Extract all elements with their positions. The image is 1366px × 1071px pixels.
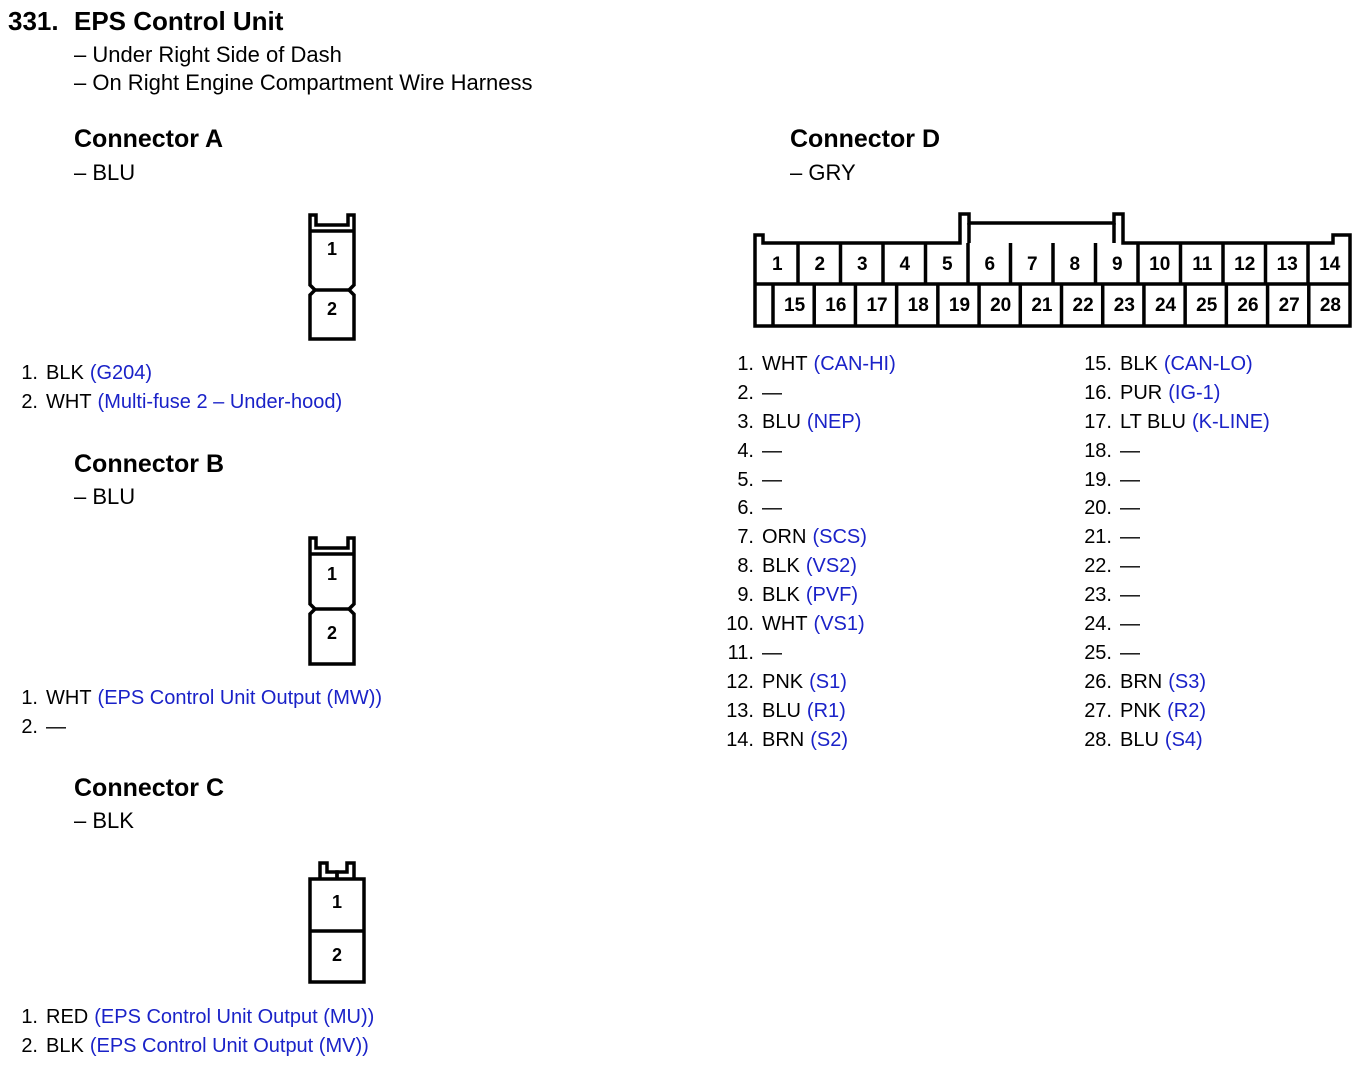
pin-number: 28. bbox=[1084, 728, 1112, 751]
d-cavity-23: 23 bbox=[1113, 295, 1135, 316]
connector-c-cavity-2: 2 bbox=[331, 945, 343, 965]
pin-number: 6. bbox=[737, 497, 754, 520]
d-cavity-2: 2 bbox=[814, 254, 826, 275]
pin-row bbox=[1078, 466, 1270, 495]
pin-number: 25. bbox=[1084, 641, 1112, 664]
wire-color: WHT bbox=[46, 390, 92, 413]
circuit-name: (CAN-LO) bbox=[1163, 353, 1253, 375]
pin-row bbox=[1078, 726, 1270, 755]
pin-number: 3. bbox=[737, 410, 754, 433]
circuit-name: (PVF) bbox=[805, 584, 859, 607]
d-cavity-4: 4 bbox=[899, 254, 911, 275]
d-cavity-25: 25 bbox=[1196, 295, 1218, 316]
pin-number: 1. bbox=[21, 362, 38, 384]
pin-row bbox=[720, 523, 896, 552]
pin-row bbox=[720, 726, 896, 755]
connector-a-title: Connector A bbox=[74, 125, 224, 153]
pin-row bbox=[720, 668, 896, 697]
wire-color: — bbox=[762, 381, 782, 404]
connector-b-cavity-2: 2 bbox=[326, 623, 338, 643]
pin-row bbox=[14, 359, 342, 388]
wire-color: — bbox=[762, 439, 782, 462]
wire-color: WHT bbox=[46, 687, 92, 709]
d-cavity-6: 6 bbox=[984, 254, 996, 275]
pin-number: 1. bbox=[21, 687, 38, 709]
wire-color: RED bbox=[46, 1006, 89, 1028]
connector-b-color: – BLU bbox=[74, 484, 136, 509]
pin-row bbox=[1078, 610, 1270, 639]
connector-a-cavity-2: 2 bbox=[326, 299, 338, 319]
circuit-name: (EPS Control Unit Output (MV)) bbox=[89, 1034, 369, 1057]
pin-number: 1. bbox=[21, 1006, 38, 1028]
wire-color: — bbox=[762, 497, 782, 520]
pin-row bbox=[14, 713, 382, 742]
circuit-name: (R2) bbox=[1167, 699, 1207, 722]
connector-c-pin-list bbox=[14, 1003, 374, 1061]
pin-row bbox=[720, 610, 896, 639]
circuit-name: (S2) bbox=[810, 728, 849, 751]
pin-number: 1. bbox=[737, 353, 754, 375]
circuit-name: (S3) bbox=[1168, 670, 1207, 693]
connector-c-face bbox=[300, 855, 375, 990]
pin-row bbox=[1078, 494, 1270, 523]
pin-number: 13. bbox=[726, 699, 754, 722]
circuit-name: (R1) bbox=[806, 699, 846, 722]
circuit-name: (Multi-fuse 2 – Under-hood) bbox=[97, 390, 343, 413]
pin-row bbox=[1078, 350, 1270, 379]
wire-color: BLK bbox=[1120, 353, 1158, 375]
connector-d-color: – GRY bbox=[790, 160, 856, 185]
connector-a-color: – BLU bbox=[74, 160, 136, 185]
pin-number: 24. bbox=[1084, 613, 1112, 636]
pin-number: 8. bbox=[737, 555, 754, 578]
pin-row bbox=[720, 552, 896, 581]
d-cavity-22: 22 bbox=[1072, 295, 1094, 316]
d-cavity-27: 27 bbox=[1278, 295, 1300, 316]
connector-c-title: Connector C bbox=[74, 774, 224, 802]
wire-color: BLU bbox=[1120, 728, 1159, 751]
pin-row bbox=[720, 379, 896, 408]
location-line-2: – On Right Engine Compartment Wire Harness bbox=[74, 70, 533, 95]
d-cavity-5: 5 bbox=[941, 254, 953, 275]
d-cavity-9: 9 bbox=[1111, 254, 1123, 275]
page-title: EPS Control Unit bbox=[74, 6, 284, 36]
pin-number: 23. bbox=[1084, 584, 1112, 607]
wire-color: BRN bbox=[1120, 670, 1163, 693]
circuit-name: (K-LINE) bbox=[1191, 410, 1270, 433]
wire-color: — bbox=[1120, 641, 1140, 664]
pin-row bbox=[720, 466, 896, 495]
wire-color: PNK bbox=[1120, 699, 1162, 722]
pin-row bbox=[720, 437, 896, 466]
d-cavity-1: 1 bbox=[771, 254, 783, 275]
circuit-name: (VS2) bbox=[805, 555, 857, 578]
d-cavity-11: 11 bbox=[1192, 254, 1213, 275]
circuit-name: (SCS) bbox=[812, 526, 867, 549]
d-cavity-8: 8 bbox=[1069, 254, 1081, 275]
d-cavity-14: 14 bbox=[1319, 254, 1341, 275]
d-cavity-24: 24 bbox=[1154, 295, 1177, 316]
circuit-name: (EPS Control Unit Output (MU)) bbox=[94, 1006, 375, 1028]
d-cavity-16: 16 bbox=[825, 295, 847, 316]
pin-row bbox=[1078, 581, 1270, 610]
wire-color: — bbox=[1120, 613, 1140, 636]
wire-color: BLK bbox=[46, 362, 84, 384]
pin-number: 27. bbox=[1084, 699, 1112, 722]
d-cavity-12: 12 bbox=[1234, 254, 1256, 275]
d-cavity-13: 13 bbox=[1276, 254, 1298, 275]
connector-c-cavity-1: 1 bbox=[331, 892, 343, 912]
pin-row bbox=[720, 639, 896, 668]
connector-b-pin-list bbox=[14, 684, 382, 742]
pin-row bbox=[14, 388, 342, 417]
pin-row bbox=[720, 697, 896, 726]
pin-row bbox=[720, 494, 896, 523]
pin-number: 20. bbox=[1084, 497, 1112, 520]
circuit-name: (NEP) bbox=[806, 410, 862, 433]
pin-row bbox=[1078, 523, 1270, 552]
pin-row bbox=[1078, 408, 1270, 437]
pin-number: 19. bbox=[1084, 468, 1112, 491]
d-cavity-17: 17 bbox=[866, 295, 888, 316]
wire-color: BLK bbox=[762, 584, 800, 607]
wire-color: WHT bbox=[762, 353, 808, 375]
pin-row bbox=[14, 1003, 374, 1032]
connector-b-title: Connector B bbox=[74, 450, 224, 478]
wire-color: — bbox=[762, 468, 782, 491]
pin-row bbox=[720, 350, 896, 379]
pin-number: 12. bbox=[726, 670, 754, 693]
connector-a-pin-list bbox=[14, 359, 342, 417]
pin-number: 2. bbox=[737, 381, 754, 404]
component-number: 331. bbox=[8, 6, 59, 36]
wire-color: — bbox=[1120, 526, 1140, 549]
pin-number: 5. bbox=[737, 468, 754, 491]
pin-number: 2. bbox=[21, 1034, 38, 1057]
circuit-name: (S4) bbox=[1164, 728, 1203, 751]
wire-color: BLU bbox=[762, 410, 801, 433]
wire-color: BLU bbox=[762, 699, 801, 722]
pin-number: 18. bbox=[1084, 439, 1112, 462]
connector-d-title: Connector D bbox=[790, 125, 940, 153]
pin-row bbox=[14, 1032, 374, 1061]
wire-color: PUR bbox=[1120, 381, 1163, 404]
pin-row bbox=[1078, 697, 1270, 726]
circuit-name: (EPS Control Unit Output (MW)) bbox=[97, 687, 383, 709]
pin-row bbox=[1078, 639, 1270, 668]
pin-number: 2. bbox=[21, 390, 38, 413]
d-cavity-7: 7 bbox=[1026, 254, 1038, 275]
wire-color: — bbox=[762, 641, 782, 664]
connector-d-pin-list-left bbox=[720, 350, 896, 754]
d-cavity-15: 15 bbox=[784, 295, 806, 316]
circuit-name: (IG-1) bbox=[1168, 381, 1221, 404]
connector-a-face bbox=[300, 205, 375, 345]
pin-number: 17. bbox=[1084, 410, 1112, 433]
pin-number: 10. bbox=[726, 613, 754, 636]
wire-color: BLK bbox=[46, 1034, 84, 1057]
wire-color: — bbox=[1120, 497, 1140, 520]
d-cavity-20: 20 bbox=[990, 295, 1012, 316]
d-cavity-3: 3 bbox=[856, 254, 868, 275]
wire-color: PNK bbox=[762, 670, 804, 693]
wire-color: — bbox=[1120, 555, 1140, 578]
wire-color: — bbox=[1120, 468, 1140, 491]
d-cavity-19: 19 bbox=[948, 295, 971, 316]
wire-color: ORN bbox=[762, 526, 807, 549]
d-cavity-10: 10 bbox=[1149, 254, 1171, 275]
pin-number: 2. bbox=[21, 715, 38, 738]
wire-color: LT BLU bbox=[1120, 410, 1186, 433]
pin-row bbox=[1078, 552, 1270, 581]
pin-number: 14. bbox=[726, 728, 754, 751]
location-line-1: – Under Right Side of Dash bbox=[74, 42, 342, 67]
pin-number: 26. bbox=[1084, 670, 1112, 693]
pin-row bbox=[720, 408, 896, 437]
circuit-name: (VS1) bbox=[813, 613, 865, 636]
wire-color: WHT bbox=[762, 613, 808, 636]
connector-b-cavity-1: 1 bbox=[326, 564, 338, 584]
pin-number: 22. bbox=[1084, 555, 1112, 578]
connector-b-face bbox=[300, 530, 375, 670]
wire-color: — bbox=[46, 715, 66, 738]
pin-number: 15. bbox=[1084, 353, 1112, 375]
wire-color: BRN bbox=[762, 728, 805, 751]
pin-row bbox=[1078, 379, 1270, 408]
d-cavity-21: 21 bbox=[1031, 295, 1053, 316]
pin-number: 4. bbox=[737, 439, 754, 462]
pin-number: 11. bbox=[727, 641, 754, 664]
circuit-name: (S1) bbox=[809, 670, 847, 693]
pin-number: 9. bbox=[737, 584, 754, 607]
pin-row bbox=[1078, 668, 1270, 697]
pin-row bbox=[720, 581, 896, 610]
d-cavity-28: 28 bbox=[1319, 295, 1341, 316]
pin-number: 7. bbox=[737, 526, 754, 549]
pin-number: 21. bbox=[1084, 526, 1112, 549]
connector-d-pin-list-right bbox=[1078, 350, 1270, 754]
wire-color: BLK bbox=[762, 555, 800, 578]
wire-color: — bbox=[1120, 439, 1140, 462]
connector-c-color: – BLK bbox=[74, 808, 134, 833]
pin-row bbox=[1078, 437, 1270, 466]
pin-number: 16. bbox=[1084, 381, 1112, 404]
circuit-name: (G204) bbox=[89, 362, 153, 384]
pin-row bbox=[14, 684, 382, 713]
d-cavity-18: 18 bbox=[907, 295, 929, 316]
d-cavity-26: 26 bbox=[1237, 295, 1259, 316]
circuit-name: (CAN-HI) bbox=[813, 353, 896, 375]
connector-d-face bbox=[745, 205, 1360, 335]
wire-color: — bbox=[1120, 584, 1140, 607]
connector-a-cavity-1: 1 bbox=[326, 239, 338, 259]
